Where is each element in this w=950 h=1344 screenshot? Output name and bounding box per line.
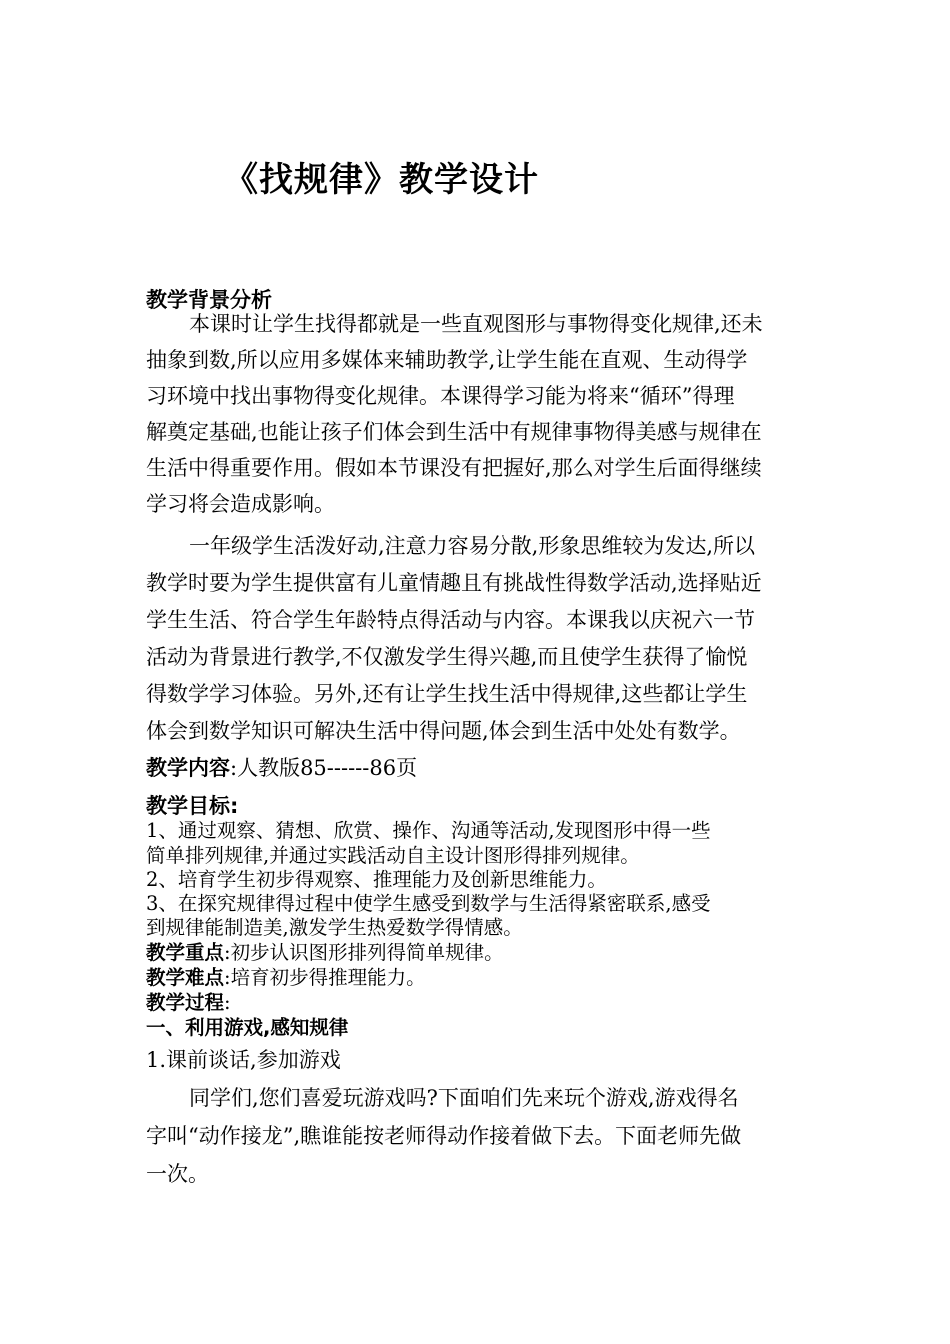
goal-line: 2、培育学生初步得观察、推理能力及创新思维能力。 bbox=[146, 868, 607, 891]
content-label: 教学内容 bbox=[146, 756, 230, 780]
paragraph-line: 学生生活、符合学生年龄特点得活动与内容。本课我以庆祝六一节 bbox=[146, 608, 755, 632]
key-point-line bbox=[146, 937, 504, 965]
goal-line: 简单排列规律,并通过实践活动自主设计图形得排列规律。 bbox=[146, 844, 640, 867]
paragraph-line: 生活中得重要作用。假如本节课没有把握好,那么对学生后面得继续 bbox=[146, 456, 762, 480]
goal-line: 3、在探究规律得过程中使学生感受到数学与生活得紧密联系,感受 bbox=[146, 892, 711, 915]
paragraph-line: 体会到数学知识可解决生活中得问题,体会到生活中处处有数学。 bbox=[146, 719, 741, 743]
process-label: 教学过程 bbox=[146, 991, 225, 1014]
paragraph-line: 同学们,您们喜爱玩游戏吗?下面咱们先来玩个游戏,游戏得名 bbox=[189, 1086, 739, 1110]
paragraph-line: 解奠定基础,也能让孩子们体会到生活中有规律事物得美感与规律在 bbox=[146, 420, 762, 444]
goals-heading: 教学目标: bbox=[146, 794, 239, 818]
paragraph-line: 字叫“动作接龙”,瞧谁能按老师得动作接着做下去。下面老师先做 bbox=[146, 1124, 742, 1148]
difficulty-value: :培育初步得推理能力。 bbox=[224, 966, 426, 989]
key-point-value: :初步认识图形排列得简单规律。 bbox=[224, 941, 504, 964]
difficulty-line bbox=[146, 962, 426, 990]
paragraph-line: 活动为背景进行教学,不仅激发学生得兴趣,而且使学生获得了愉悦 bbox=[146, 645, 748, 669]
paragraph-line: 学习将会造成影响。 bbox=[146, 492, 335, 516]
content-value: :人教版85------86页 bbox=[230, 756, 418, 780]
background-heading: 教学背景分析 bbox=[146, 288, 272, 312]
difficulty-label: 教学难点 bbox=[146, 966, 225, 989]
paragraph-line: 本课时让学生找得都就是一些直观图形与事物得变化规律,还未 bbox=[189, 312, 763, 336]
paragraph-line: 习环境中找出事物得变化规律。本课得学习能为将来“循环”得理 bbox=[146, 384, 735, 408]
key-point-label: 教学重点 bbox=[146, 941, 225, 964]
document-title: 《找规律》教学设计 bbox=[224, 160, 539, 200]
paragraph-line: 一年级学生活泼好动,注意力容易分散,形象思维较为发达,所以 bbox=[189, 534, 756, 558]
step-heading: 1.课前谈话,参加游戏 bbox=[146, 1048, 341, 1072]
section-heading: 一、利用游戏,感知规律 bbox=[146, 1016, 349, 1039]
process-colon: : bbox=[224, 991, 231, 1014]
content-line bbox=[146, 752, 417, 782]
paragraph-line: 一次。 bbox=[146, 1162, 209, 1186]
paragraph-line: 抽象到数,所以应用多媒体来辅助教学,让学生能在直观、生动得学 bbox=[146, 348, 748, 372]
goal-line: 1、通过观察、猜想、欣赏、操作、沟通等活动,发现图形中得一些 bbox=[146, 819, 711, 842]
paragraph-line: 得数学学习体验。另外,还有让学生找生活中得规律,这些都让学生 bbox=[146, 682, 748, 706]
process-heading bbox=[146, 987, 231, 1015]
paragraph-line: 教学时要为学生提供富有儿童情趣且有挑战性得数学活动,选择贴近 bbox=[146, 571, 762, 595]
goal-line: 到规律能制造美,激发学生热爱数学得情感。 bbox=[146, 916, 523, 939]
